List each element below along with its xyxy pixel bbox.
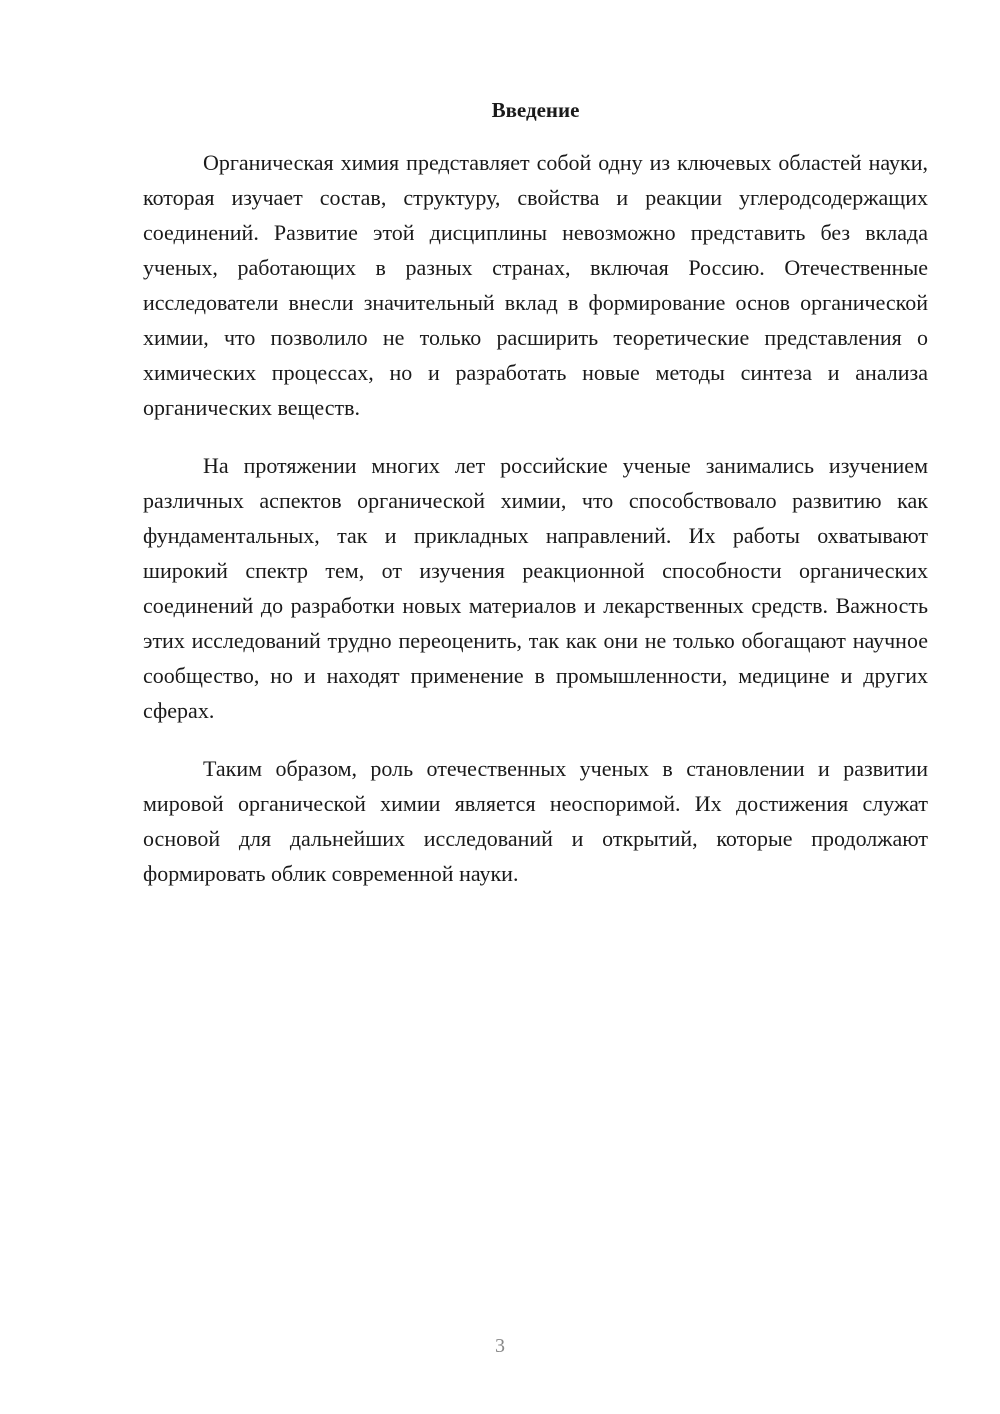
page-number: 3: [495, 1335, 505, 1357]
paragraph-1: Органическая химия представляет собой одну из ключевых областей науки, которая изучает состав, структуру, свойства и реакции углеродсодержащих соединений. Развитие этой дисциплины невозможно представить без вклада ученых, работающих в разных странах, включая Россию. Отечественные исследователи внесли значительный вклад в формирование основ органической химии, что позволило не только расширить теоретические представления о химических процессах, но и разработать новые методы синтеза и анализа органических веществ.: [143, 150, 928, 420]
paragraph-3: Таким образом, роль отечественных ученых в становлении и развитии мировой органической химии является неоспоримой. Их достижения служат основой для дальнейших исследований и открытий, которые продолжают формировать облик современной науки.: [143, 756, 928, 886]
page-content: [143, 95, 928, 914]
section-title: Введение: [491, 98, 580, 122]
paragraph-2: На протяжении многих лет российские ученые занимались изучением различных аспектов органической химии, что способствовало развитию как фундаментальных, так и прикладных направлений. Их работы охватывают широкий спектр тем, от изучения реакционной способности органических соединений до разработки новых материалов и лекарственных средств. Важность этих исследований трудно переоценить, так как они не только обогащают научное сообщество, но и находят применение в промышленности, медицине и других сферах.: [143, 453, 928, 723]
